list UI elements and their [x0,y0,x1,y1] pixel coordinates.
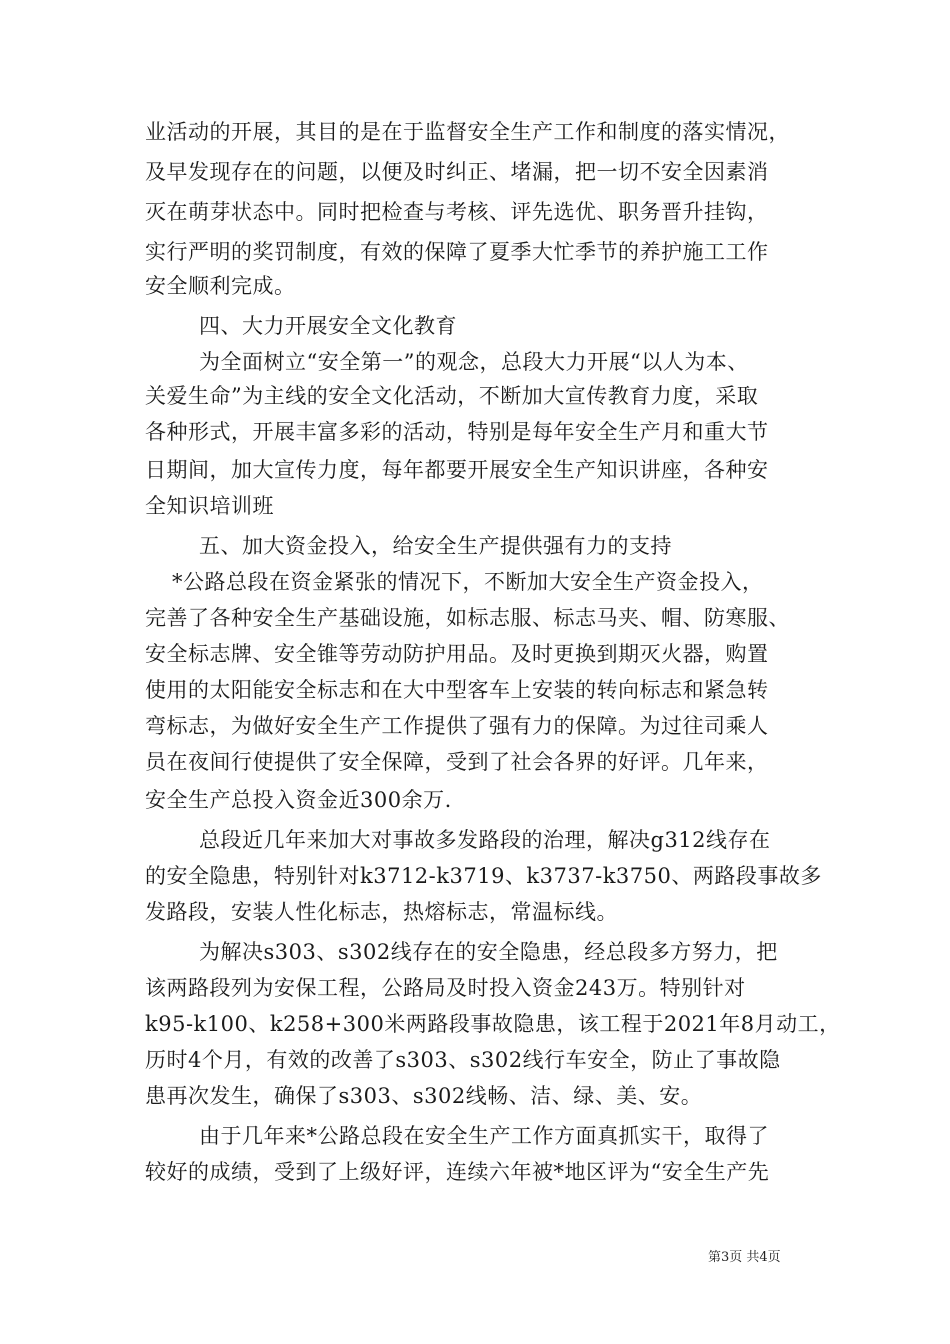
text-line: 日期间，加大宣传力度，每年都要开展安全生产知识讲座，各种安 [145,458,769,482]
text-line: 关爱生命”为主线的安全文化活动，不断加大宣传教育力度，采取 [145,384,759,408]
text-line: 灭在萌芽状态中。同时把检查与考核、评先选优、职务晋升挂钩， [145,200,769,224]
text-line: 发路段，安装人性化标志，热熔标志，常温标线。 [145,900,618,924]
text-line: 完善了各种安全生产基础设施，如标志服、标志马夹、帽、防寒服、 [145,606,790,630]
text-line: 该两路段列为安保工程，公路局及时投入资金243万。特别针对 [145,976,746,1000]
text-line: k95-k100、k258+300米两路段事故隐患，该工程于2021年8月动工， [145,1012,841,1036]
text-line: 员在夜间行使提供了安全保障，受到了社会各界的好评。几年来， [145,750,769,774]
text-line: 各种形式，开展丰富多彩的活动，特别是每年安全生产月和重大节 [145,420,769,444]
text-line: 历时4个月，有效的改善了s303、s302线行车安全，防止了事故隐 [145,1048,781,1072]
section-heading: 五、加大资金投入，给安全生产提供强有力的支持 [199,534,672,558]
text-line: *公路总段在资金紧张的情况下，不断加大安全生产资金投入， [172,570,764,594]
text-line: 由于几年来*公路总段在安全生产工作方面真抓实干，取得了 [199,1124,769,1148]
text-line: 患再次发生，确保了s303、s302线畅、洁、绿、美、安。 [145,1084,703,1108]
text-line: 总段近几年来加大对事故多发路段的治理，解决g312线存在 [199,828,771,852]
text-line: 使用的太阳能安全标志和在大中型客车上安装的转向标志和紧急转 [145,678,769,702]
text-line: 的安全隐患，特别针对k3712-k3719、k3737-k3750、两路段事故多 [145,864,822,888]
text-line: 为解决s303、s302线存在的安全隐患，经总段多方努力，把 [199,940,778,964]
page-number: 第3页 共4页 [708,1250,781,1265]
text-line: 为全面树立“安全第一”的观念，总段大力开展“以人为本、 [199,350,749,374]
text-line: 及早发现存在的问题，以便及时纠正、堵漏，把一切不安全因素消 [145,160,769,184]
text-line: 较好的成绩，受到了上级好评，连续六年被*地区评为“安全生产先 [145,1160,770,1184]
text-line: 全知识培训班 [145,494,274,518]
text-line: 业活动的开展，其目的是在于监督安全生产工作和制度的落实情况， [145,120,790,144]
text-line: 安全顺利完成。 [145,274,296,298]
text-line: 弯标志，为做好安全生产工作提供了强有力的保障。为过往司乘人 [145,714,769,738]
section-heading: 四、大力开展安全文化教育 [199,314,457,338]
text-line: 安全生产总投入资金近300余万. [145,788,452,812]
text-line: 实行严明的奖罚制度，有效的保障了夏季大忙季节的养护施工工作 [145,240,769,264]
text-line: 安全标志牌、安全锥等劳动防护用品。及时更换到期灭火器，购置 [145,642,769,666]
